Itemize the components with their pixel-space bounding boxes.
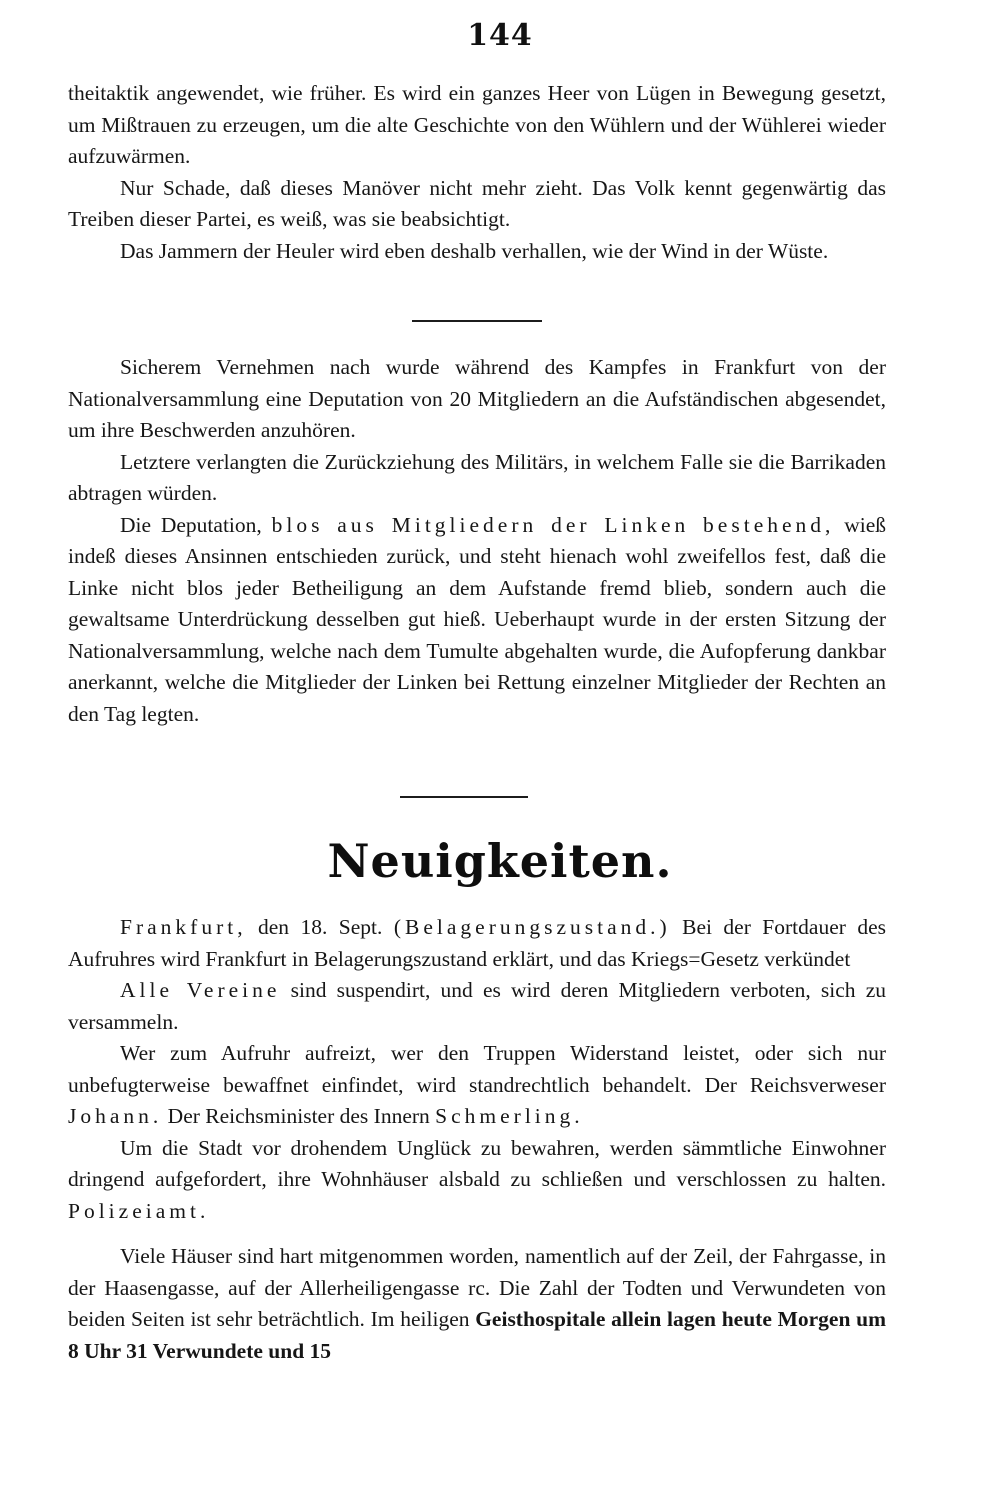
person-name: Schmerling. <box>435 1104 584 1128</box>
page-number: 144 <box>467 18 533 53</box>
paragraph <box>68 975 886 1038</box>
paragraph <box>68 1241 886 1367</box>
article-deputation <box>68 352 886 730</box>
paragraph: Letztere verlangten die Zurückziehung des Militärs, in welchem Falle sie die Barrikaden abtragen würden. <box>68 449 886 505</box>
paragraph <box>68 1133 886 1228</box>
paragraph <box>68 912 886 975</box>
paragraph-text-bold: Geisthospitale allein lagen heute Morgen um 8 Uhr 31 Verwundete und 15 <box>68 1307 886 1363</box>
dateline-place: Frankfurt, <box>120 915 247 939</box>
emphasized-text: Alle Vereine <box>120 978 281 1002</box>
section-divider <box>412 320 542 322</box>
paragraph-text: Um die Stadt vor drohendem Unglück zu bewahren, werden sämmtliche Einwohner dringend aufgefordert, ihre Wohnhäuser alsbald zu schließen und verschlossen zu halten. <box>68 1135 886 1191</box>
paragraph: Das Jammern der Heuler wird eben deshalb verhallen, wie der Wind in der Wüste. <box>120 238 829 263</box>
paragraph-text: Bei der Fortdauer des Aufruhres wird Frankfurt in Belagerungszustand erklärt, und das Kriegs=Gesetz verkündet <box>68 915 886 971</box>
paragraph-text: sind suspendirt, und es wird deren Mitgliedern verboten, sich zu versammeln. <box>68 978 886 1034</box>
paragraph-text: Der Reichsminister des Innern <box>167 1104 430 1128</box>
dateline-topic: (Belagerungszustand.) <box>393 915 671 939</box>
paragraph: theitaktik angewendet, wie früher. Es wird ein ganzes Heer von Lügen in Bewegung gesetzt, um Mißtrauen zu erzeugen, um die alte Geschichte von den Wühlern und der Wühlerei wieder aufzuwärmen. <box>68 81 886 168</box>
section-heading: Neuigkeiten. <box>327 834 673 888</box>
emphasized-text: blos aus Mitgliedern der Linken bestehend, <box>271 512 835 537</box>
signature: Polizeiamt. <box>68 1198 210 1223</box>
article-continuation <box>68 78 886 267</box>
paragraph-text: Viele Häuser sind hart mitgenommen worden, namentlich auf der Zeil, der Fahrgasse, in der Haasengasse, auf der Allerheiligengasse rc. Die Zahl der Todten und Verwundeten von beiden Seiten ist sehr beträchtlich. Im heiligen <box>68 1244 886 1331</box>
paragraph <box>68 1038 886 1133</box>
paragraph <box>68 510 886 731</box>
paragraph-text: Wer zum Aufruhr aufreizt, wer den Truppen Widerstand leistet, oder sich nur unbefugterweise bewaffnet einfindet, wird standrechtlich behandelt. Der Reichsverweser <box>68 1041 886 1097</box>
paragraph: Nur Schade, daß dieses Manöver nicht mehr zieht. Das Volk kennt gegenwärtig das Treiben dieser Partei, es weiß, was sie beabsichtigt. <box>68 175 886 231</box>
paragraph-lead: Die Deputation, <box>120 512 262 537</box>
news-section <box>68 912 886 1367</box>
paragraph: Sicherem Vernehmen nach wurde während des Kampfes in Frankfurt von der Nationalversammlung eine Deputation von 20 Mitgliedern an die Aufständischen abgesendet, um ihre Beschwerden anzuhören. <box>68 355 886 442</box>
dateline-date: den 18. Sept. <box>258 915 383 939</box>
person-name: Johann. <box>68 1104 163 1128</box>
paragraph-text: wieß indeß dieses Ansinnen entschieden zurück, und steht hienach wohl zweifellos fest, daß die Linke nicht blos jeder Betheiligung an dem Aufstande fremd blieb, sondern auch die gewaltsame Unterdrückung desselben gut hieß. Ueberhaupt wurde in der ersten Sitzung der Nationalversammlung, welche nach dem Tumulte abgehalten wurde, die Aufopferung dankbar anerkannt, welche die Mitglieder der Linken bei Rettung einzelner Mitglieder der Rechten an den Tag legten. <box>68 512 887 726</box>
section-divider <box>400 796 528 798</box>
